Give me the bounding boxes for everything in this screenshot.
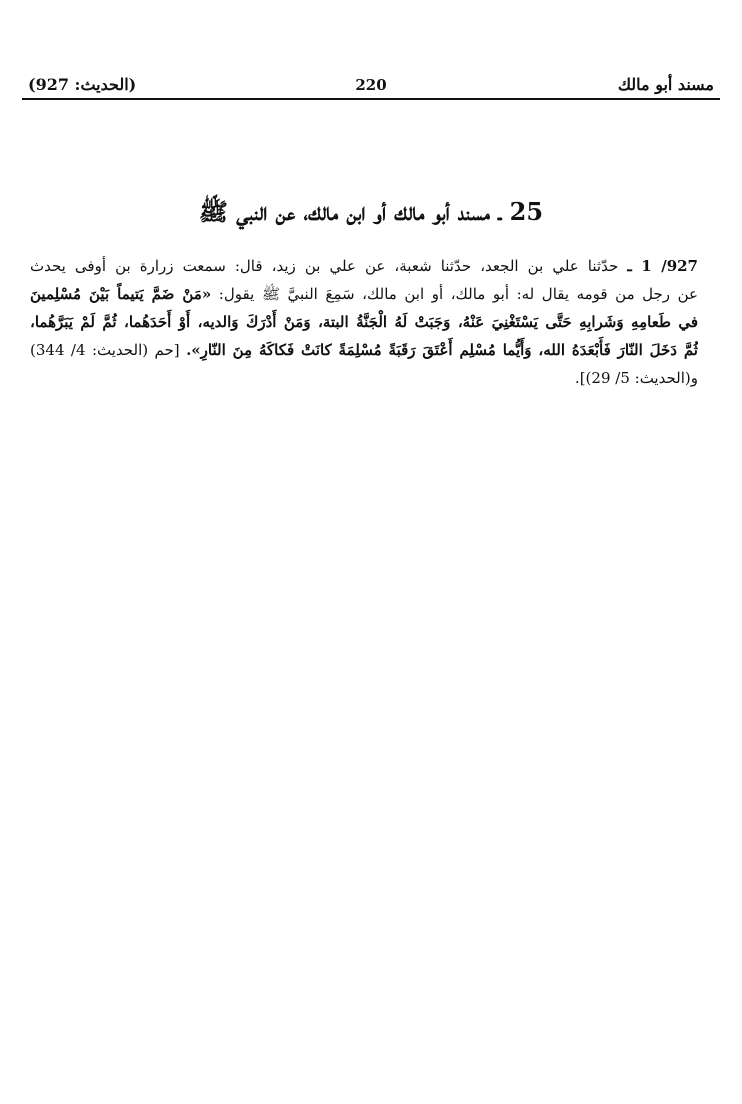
hadith-quote-start: «مَنْ ضَمَّ يَتيماً بَيْنَ مُسْلِمينَ [30,285,212,303]
source-reference: [حم (الحديث: 4/ 344) [30,341,180,359]
hadith-line-1 [30,252,698,280]
running-header [22,70,720,100]
hadith-line-2 [30,280,698,308]
hadith-text [30,252,698,392]
isnad-text: حدّثنا علي بن الجعد، حدّثنا شعبة، عن علي بن زيد، قال: سمعت زرارة بن أوفى يحدث [30,257,619,275]
hadith-number: 927/ 1 ـ [627,257,698,275]
hadith-line-3: في طَعامِهِ وَشَرابِهِ حَتَّى يَسْتَغْنِيَ عَنْهُ، وَجَبَتْ لَهُ الْجَنَّةُ البتة، وَمَنْ أَدْرَكَ وَالديه، أَوْ أَحَدَهُما، ثُمَّ لَمْ يَبَرَّهُما، [30,313,698,331]
narration-text: عن رجل من قومه يقال له: أبو مالك، أو ابن مالك، سَمِعَ النبيَّ ﷺ يقول: [218,285,698,303]
hadith-line-4 [30,336,698,364]
hadith-quote-end: ثُمَّ دَخَلَ النّارَ فَأَبْعَدَهُ الله، وَأَيُّما مُسْلِم أَعْتَقَ رَقَبَةً مُسْلِمَةً كانَتْ فَكاكَهُ مِنَ النّارِ». [186,341,698,359]
header-chapter-title: مسند أبو مالك [617,75,714,94]
hadith-line-5: و(الحديث: 5/ 29)]. [574,369,698,387]
section-title: 25 ـ مسند أبو مالك أو ابن مالك، عن النبي ﷺ [198,197,544,226]
header-hadith-reference: (الحديث: 927) [28,75,137,94]
page-number: 220 [355,76,387,94]
